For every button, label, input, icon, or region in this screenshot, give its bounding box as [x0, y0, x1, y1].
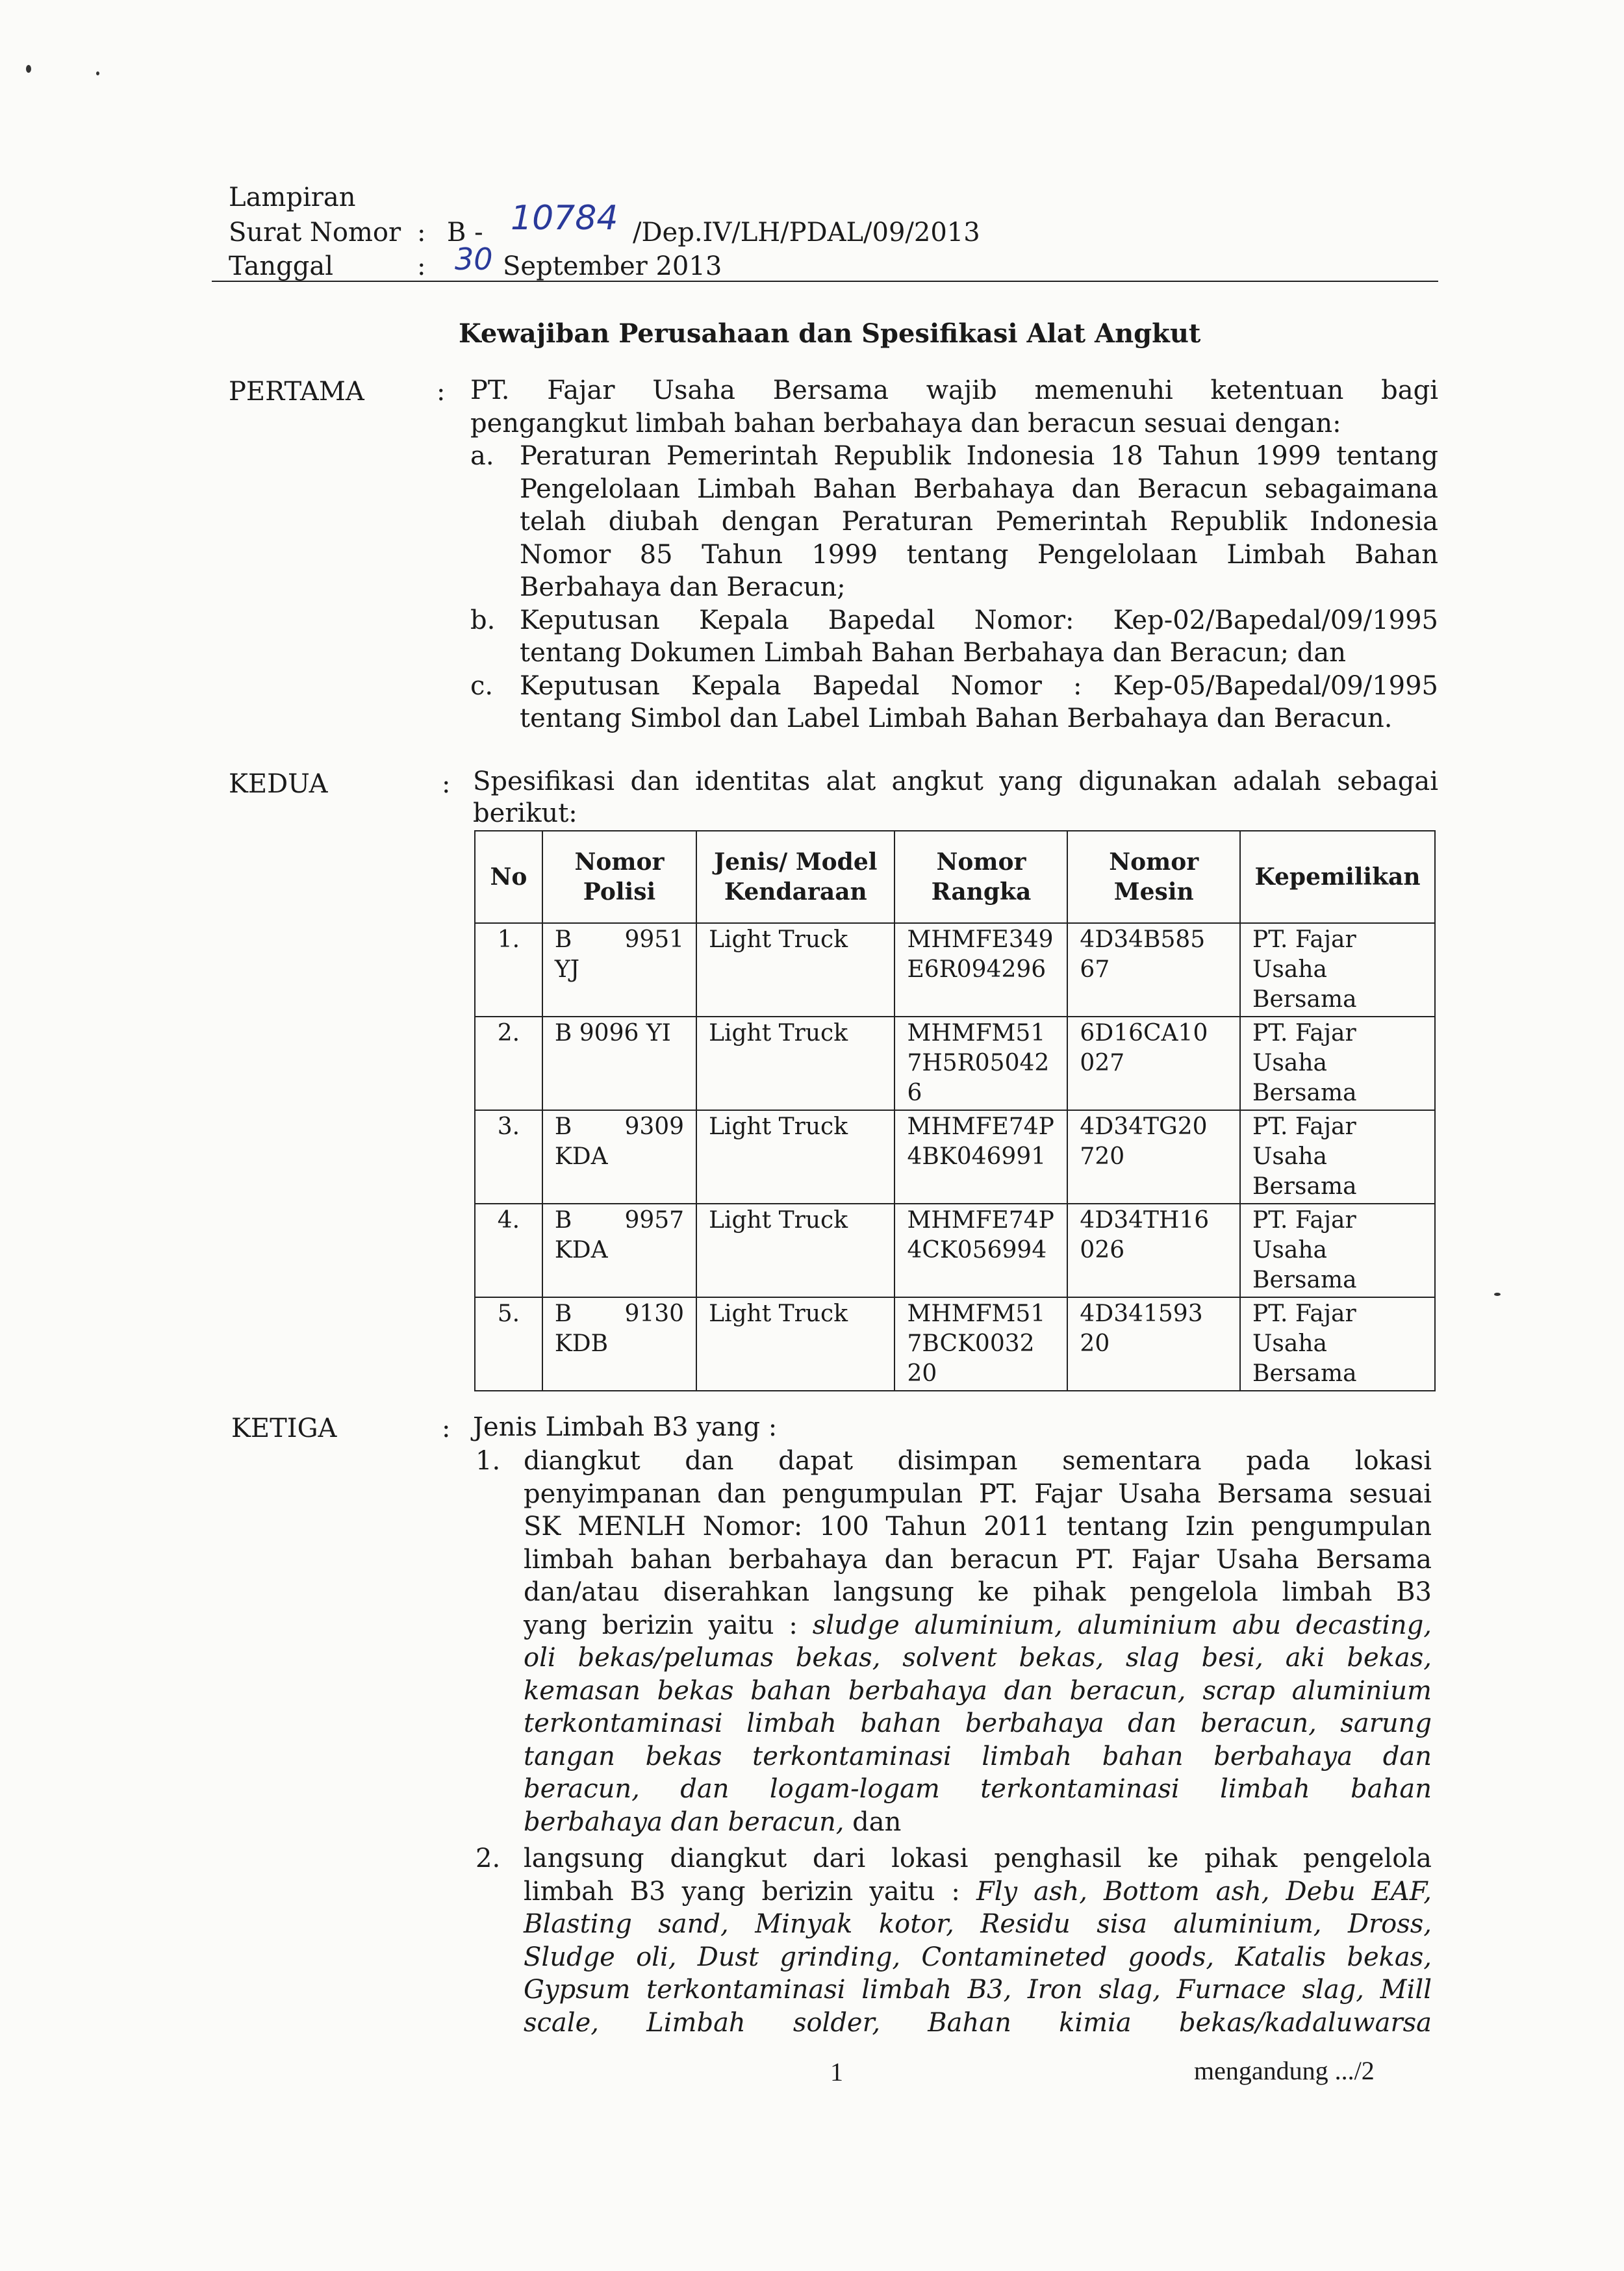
section-colon: : — [437, 377, 446, 407]
ketiga-line: penyimpanan dan pengumpulan PT. Fajar Usaha Bersama sesuai — [524, 1478, 1432, 1509]
cell-jenis: Light Truck — [696, 1297, 894, 1391]
header-surat-label: Surat Nomor — [229, 218, 401, 247]
table-header-cell: Nomor Rangka — [894, 831, 1067, 923]
ketiga-line: oli bekas/pelumas bekas, solvent bekas, slag besi, aki bekas, — [524, 1643, 1432, 1673]
header-colon: : — [417, 218, 426, 247]
ketiga-line: beracun, dan logam-logam terkontaminasi limbah bahan — [524, 1774, 1432, 1804]
ketiga-line: dan/atau diserahkan langsung ke pihak pengelola limbah B3 — [524, 1577, 1432, 1607]
cell-no: 1. — [475, 923, 542, 1017]
ketiga-line: limbah bahan berbahaya dan beracun PT. Fajar Usaha Bersama — [524, 1544, 1432, 1575]
table-header-cell: No — [475, 831, 542, 923]
table-row — [475, 1017, 1435, 1110]
pertama-body — [470, 374, 1438, 735]
list-item-line: Keputusan Kepala Bapedal Nomor : Kep-05/Bapedal/09/1995 — [520, 670, 1438, 701]
scan-speck — [26, 65, 31, 73]
list-marker: c. — [470, 670, 494, 701]
table-header-cell: Nomor Polisi — [542, 831, 696, 923]
handwritten-day: 30 — [455, 242, 493, 277]
ketiga-line: berbahaya dan beracun, dan — [524, 1807, 902, 1837]
cell-nomor-mesin: 4D34TG20 720 — [1067, 1110, 1240, 1204]
ketiga-line: terkontaminasi limbah bahan berbahaya dan beracun, sarung — [524, 1708, 1432, 1738]
ketiga-item-2 — [524, 1842, 1432, 2039]
cell-nomor-polisi: B 9951 YJ — [542, 923, 696, 1017]
pertama-intro-line: PT. Fajar Usaha Bersama wajib memenuhi ketentuan bagi — [470, 375, 1438, 405]
header-tanggal-rest: September 2013 — [503, 251, 722, 281]
cell-nomor-mesin: 4D34TH16 026 — [1067, 1204, 1240, 1297]
header-surat-suffix: /Dep.IV/LH/PDAL/09/2013 — [633, 218, 980, 247]
list-item-line: telah diubah dengan Peraturan Pemerintah Republik Indonesia — [520, 507, 1438, 537]
cell-nomor-rangka: MHMFM51 7BCK0032 20 — [894, 1297, 1067, 1391]
section-colon: : — [442, 769, 451, 799]
scan-speck — [96, 71, 99, 75]
cell-no: 4. — [475, 1204, 542, 1297]
ketiga-item-2-marker: 2. — [476, 1844, 501, 1873]
list-item-line: tentang Simbol dan Label Limbah Bahan Berbahaya dan Beracun. — [520, 704, 1393, 733]
cell-nomor-rangka: MHMFE74P 4BK046991 — [894, 1110, 1067, 1204]
table-row — [475, 1204, 1435, 1297]
pertama-list-item — [470, 670, 1438, 735]
cell-no: 2. — [475, 1017, 542, 1110]
section-label-pertama: PERTAMA — [229, 377, 364, 407]
cell-jenis: Light Truck — [696, 1017, 894, 1110]
cell-nomor-polisi: B 9130 KDB — [542, 1297, 696, 1391]
continuation-note: mengandung .../2 — [1194, 2056, 1375, 2085]
ketiga-line: kemasan bekas bahan berbahaya dan beracun, scrap aluminium — [524, 1675, 1432, 1706]
table-header-cell: Kepemilikan — [1240, 831, 1435, 923]
ketiga-line: tangan bekas terkontaminasi limbah bahan berbahaya dan — [524, 1741, 1432, 1771]
list-item-line: Keputusan Kepala Bapedal Nomor: Kep-02/Bapedal/09/1995 — [520, 605, 1438, 635]
cell-kepemilikan: PT. Fajar Usaha Bersama — [1240, 923, 1435, 1017]
list-item-line: Pengelolaan Limbah Bahan Berbahaya dan Beracun sebagaimana — [520, 474, 1438, 504]
pertama-intro-line: pengangkut limbah bahan berbahaya dan beracun sesuai dengan: — [470, 408, 1341, 438]
header-colon: : — [417, 251, 426, 281]
handwritten-letter-number: 10784 — [511, 199, 618, 238]
ketiga-line: Blasting sand, Minyak kotor, Residu sisa aluminium, Dross, — [524, 1909, 1432, 1939]
header-lampiran: Lampiran — [229, 183, 356, 212]
cell-jenis: Light Truck — [696, 1204, 894, 1297]
ketiga-line: scale, Limbah solder, Bahan kimia bekas/kadaluwarsa — [524, 2007, 1432, 2038]
table-row — [475, 1110, 1435, 1204]
ketiga-line: Gypsum terkontaminasi limbah B3, Iron slag, Furnace slag, Mill — [524, 1975, 1432, 2005]
ketiga-intro: Jenis Limbah B3 yang : — [473, 1412, 778, 1442]
cell-no: 5. — [475, 1297, 542, 1391]
kedua-body — [473, 765, 1438, 828]
table-header-row — [475, 831, 1435, 923]
list-item-line: tentang Dokumen Limbah Bahan Berbahaya dan Beracun; dan — [520, 638, 1346, 668]
cell-jenis: Light Truck — [696, 1110, 894, 1204]
cell-nomor-polisi: B 9309 KDA — [542, 1110, 696, 1204]
section-colon: : — [442, 1414, 451, 1443]
header-surat-prefix: B - — [447, 218, 483, 247]
list-marker: a. — [470, 441, 494, 471]
cell-nomor-mesin: 4D34B585 67 — [1067, 923, 1240, 1017]
table-row — [475, 1297, 1435, 1391]
pertama-list-item — [470, 440, 1438, 604]
section-label-ketiga: KETIGA — [231, 1414, 337, 1443]
ketiga-item-1-marker: 1. — [476, 1446, 501, 1476]
table-row — [475, 923, 1435, 1017]
kedua-intro-line: Spesifikasi dan identitas alat angkut yang digunakan adalah sebagai — [473, 767, 1438, 796]
cell-no: 3. — [475, 1110, 542, 1204]
pertama-list-item — [470, 604, 1438, 670]
ketiga-line: limbah B3 yang berizin yaitu : Fly ash, Bottom ash, Debu EAF, — [524, 1876, 1432, 1907]
list-item-line: Peraturan Pemerintah Republik Indonesia 18 Tahun 1999 tentang — [520, 441, 1438, 471]
cell-nomor-rangka: MHMFE74P 4CK056994 — [894, 1204, 1067, 1297]
section-label-kedua: KEDUA — [229, 769, 328, 799]
cell-nomor-polisi: B 9096 YI — [542, 1017, 696, 1110]
cell-nomor-mesin: 6D16CA10 027 — [1067, 1017, 1240, 1110]
scan-speck — [1494, 1293, 1501, 1296]
cell-kepemilikan: PT. Fajar Usaha Bersama — [1240, 1204, 1435, 1297]
header-tanggal-label: Tanggal — [229, 251, 334, 281]
pertama-list — [470, 440, 1438, 735]
cell-nomor-mesin: 4D341593 20 — [1067, 1297, 1240, 1391]
list-item-line: Nomor 85 Tahun 1999 tentang Pengelolaan Limbah Bahan — [520, 539, 1438, 570]
cell-nomor-polisi: B 9957 KDA — [542, 1204, 696, 1297]
list-marker: b. — [470, 605, 496, 635]
header-rule — [212, 281, 1438, 282]
ketiga-line: diangkut dan dapat disimpan sementara pada lokasi — [524, 1446, 1432, 1476]
cell-jenis: Light Truck — [696, 923, 894, 1017]
ketiga-line: langsung diangkut dari lokasi penghasil ke pihak pengelola — [524, 1844, 1432, 1873]
ketiga-line: yang berizin yaitu : sludge aluminium, aluminium abu decasting, — [524, 1610, 1432, 1640]
cell-nomor-rangka: MHMFM51 7H5R05042 6 — [894, 1017, 1067, 1110]
table-header-cell: Nomor Mesin — [1067, 831, 1240, 923]
kedua-intro-line: berikut: — [473, 798, 577, 828]
vehicle-table — [474, 830, 1436, 1391]
list-item-line: Berbahaya dan Beracun; — [520, 572, 846, 602]
cell-kepemilikan: PT. Fajar Usaha Bersama — [1240, 1017, 1435, 1110]
ketiga-item-1 — [524, 1445, 1432, 1838]
ketiga-line: Sludge oli, Dust grinding, Contamineted goods, Katalis bekas, — [524, 1942, 1432, 1972]
cell-kepemilikan: PT. Fajar Usaha Bersama — [1240, 1110, 1435, 1204]
ketiga-line: SK MENLH Nomor: 100 Tahun 2011 tentang Izin pengumpulan — [524, 1512, 1432, 1541]
document-title: Kewajiban Perusahaan dan Spesifikasi Alat Angkut — [459, 318, 1201, 349]
cell-nomor-rangka: MHMFE349 E6R094296 — [894, 923, 1067, 1017]
page-number: 1 — [830, 2057, 843, 2087]
cell-kepemilikan: PT. Fajar Usaha Bersama — [1240, 1297, 1435, 1391]
table-header-cell: Jenis/ Model Kendaraan — [696, 831, 894, 923]
